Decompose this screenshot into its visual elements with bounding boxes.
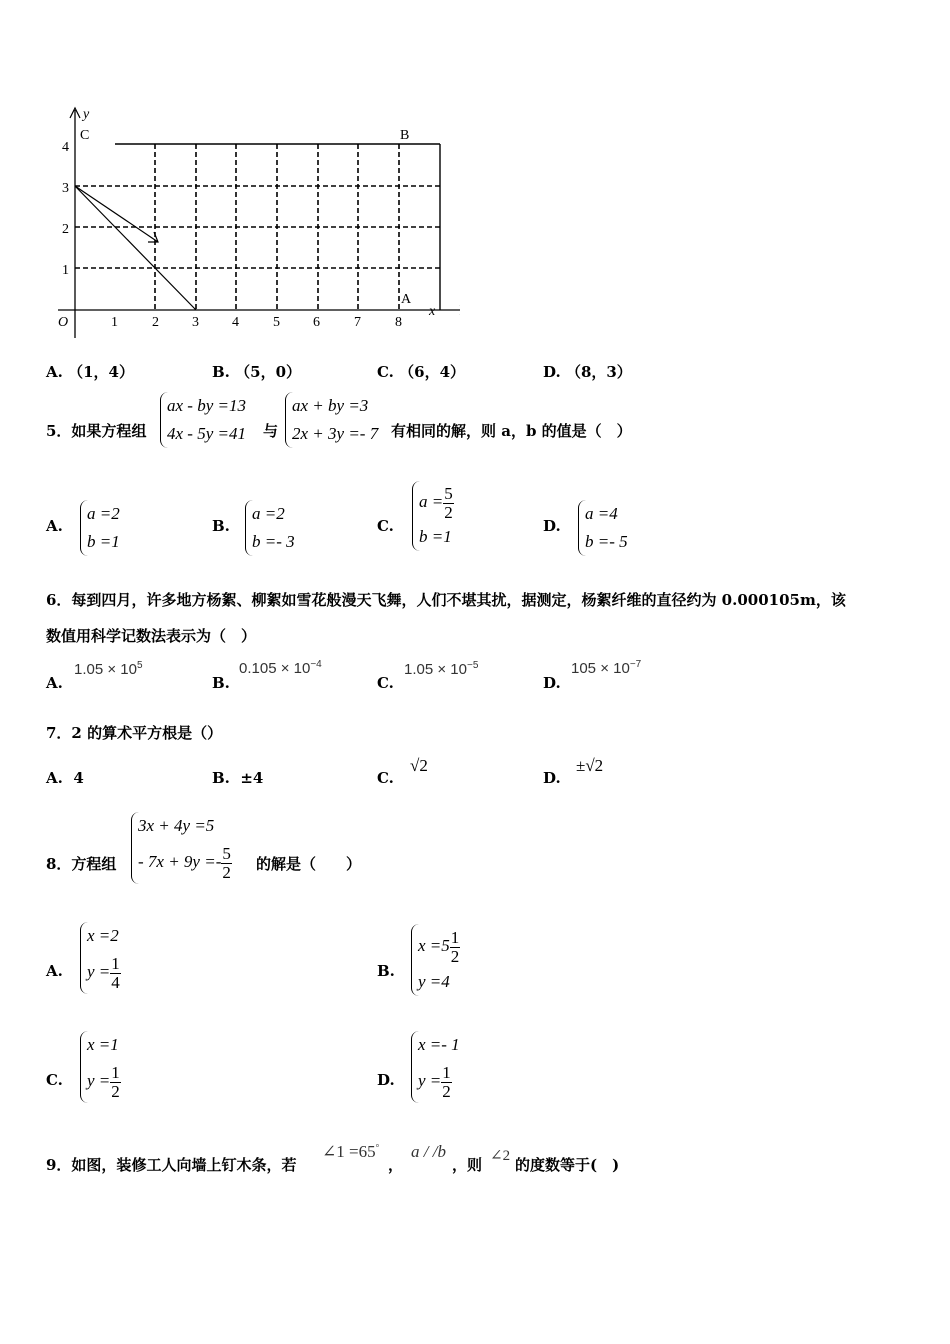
equation: b =1	[419, 527, 452, 546]
coordinate-figure	[40, 100, 460, 345]
q8-option-b-system	[411, 924, 460, 996]
q6-option-d-label[interactable]: D.	[543, 674, 561, 692]
option-text: （5，0）	[235, 363, 302, 381]
equation: b =- 3	[252, 532, 295, 551]
x-tick: 5	[273, 315, 280, 330]
option-label: C.	[377, 363, 394, 381]
fraction: $\frac{1}{4}$	[111, 953, 120, 992]
q8-system	[131, 812, 232, 884]
equation: x =5	[418, 936, 450, 955]
q7-stem: 7．2 的算术平方根是（）	[46, 724, 223, 742]
equation: b =- 5	[585, 532, 628, 551]
q9-comma-1: ，	[388, 1156, 404, 1174]
equation: y =	[87, 962, 111, 981]
q5-option-d-label[interactable]: D.	[543, 517, 561, 535]
q7-option-d-label[interactable]: D.	[543, 769, 561, 787]
q7-option-c-label[interactable]: C.	[377, 769, 394, 787]
q5-option-c-system	[412, 481, 454, 551]
y-tick: 1	[62, 263, 69, 278]
option-text: （1，4）	[68, 363, 134, 381]
q7-option-d-value: ±√2	[576, 756, 604, 775]
y-tick: 4	[62, 140, 69, 155]
q8-option-c-system	[80, 1031, 121, 1103]
q8-prefix: 8．方程组	[46, 855, 117, 873]
q9-angle-1: ∠1 =65°	[322, 1142, 380, 1161]
q5-prefix: 5．如果方程组	[46, 422, 147, 440]
q5-option-b-system	[245, 500, 295, 556]
q7-option-b[interactable]	[212, 769, 263, 787]
q9-suffix: 的度数等于( )	[515, 1156, 620, 1174]
q6-option-c-label[interactable]: C.	[377, 674, 394, 692]
equation: a =4	[585, 504, 618, 523]
option-text: （6，4）	[399, 363, 466, 381]
q4-option-d[interactable]	[543, 361, 632, 382]
equation: x =1	[87, 1035, 119, 1054]
y-tick: 2	[62, 222, 69, 237]
x-tick: 3	[192, 315, 199, 330]
q8-option-c-label[interactable]: C.	[46, 1071, 63, 1089]
corner-a-label: A	[401, 292, 412, 307]
q5-option-a-label[interactable]: A.	[46, 517, 63, 535]
y-axis-label: y	[83, 107, 90, 122]
q6-stem-line-1: 6．每到四月，许多地方杨絮、柳絮如雪花般漫天飞舞，人们不堪其扰，据测定，杨絮纤维的直径约为 0.000105m，该	[46, 591, 846, 609]
equation: ax - by =13	[167, 396, 246, 415]
option-label: B.	[212, 769, 230, 787]
x-tick: 7	[354, 315, 361, 330]
option-text: （8，3）	[565, 363, 632, 381]
q5-option-a-system	[80, 500, 120, 556]
q4-option-b[interactable]	[212, 361, 301, 382]
equation: 4x - 5y =41	[167, 424, 246, 443]
equation: 3x + 4y =5	[138, 816, 215, 835]
option-label: A.	[46, 363, 63, 381]
fraction: $\frac{1}{2}$	[450, 927, 460, 966]
option-label: B.	[212, 363, 230, 381]
q4-option-c[interactable]	[377, 361, 465, 382]
q8-option-a-system	[80, 922, 121, 994]
corner-c-label: C	[80, 128, 90, 143]
q7-option-c-value: √2	[410, 756, 428, 775]
equation: x =- 1	[418, 1035, 460, 1054]
option-label: A.	[46, 769, 63, 787]
q5-system-1	[160, 392, 246, 448]
option-text: ±4	[240, 769, 264, 787]
equation: b =1	[87, 532, 120, 551]
y-tick: 3	[62, 181, 69, 196]
origin-label: O	[58, 315, 69, 330]
x-tick: 1	[111, 315, 118, 330]
q9-prefix: 9．如图，装修工人向墙上钉木条，若	[46, 1156, 297, 1174]
option-text: 4	[73, 769, 84, 787]
equation: ax + by =3	[292, 396, 369, 415]
x-axis-label: x	[429, 304, 436, 319]
x-tick: 6	[313, 315, 320, 330]
q5-mid: 与	[263, 422, 279, 440]
q5-option-c-label[interactable]: C.	[377, 517, 394, 535]
equation: 2x + 3y =- 7	[292, 424, 379, 443]
q8-suffix: 的解是（ ）	[256, 855, 362, 873]
q8-option-a-label[interactable]: A.	[46, 962, 63, 980]
fraction: $\frac{5}{2}$	[444, 483, 453, 522]
x-tick: 4	[232, 315, 239, 330]
q6-option-a-label[interactable]: A.	[46, 674, 63, 692]
equation: y =	[418, 1071, 442, 1090]
equation: x =2	[87, 926, 119, 945]
q6-option-a-value: $1.05 \times 10^5$	[74, 660, 143, 678]
fraction: $\frac{1}{2}$	[442, 1062, 451, 1101]
q6-option-b-label[interactable]: B.	[212, 674, 230, 692]
q8-option-d-label[interactable]: D.	[377, 1071, 395, 1089]
q7-option-a[interactable]	[46, 769, 84, 787]
equation: a =2	[87, 504, 120, 523]
q6-option-d-value: $105 \times 10^{-7}$	[571, 659, 642, 677]
q9-angle-2: ∠2	[490, 1148, 511, 1164]
q4-option-a[interactable]	[46, 361, 134, 382]
equation: y =	[87, 1071, 111, 1090]
q8-option-d-system	[411, 1031, 460, 1103]
q9-comma-2: ，则	[452, 1156, 483, 1174]
x-tick: 8	[395, 315, 402, 330]
q9-parallel: a / /b	[411, 1142, 446, 1161]
equation: - 7x + 9y =-	[138, 852, 222, 871]
equation: a =	[419, 492, 444, 511]
q5-option-b-label[interactable]: B.	[212, 517, 230, 535]
fraction: $\frac{5}{2}$	[222, 843, 231, 882]
q6-option-b-value: $0.105 \times 10^{-4}$	[239, 659, 322, 677]
corner-b-label: B	[400, 128, 410, 143]
equation: a =2	[252, 504, 285, 523]
x-tick: 2	[152, 315, 159, 330]
q6-stem-line-2: 数值用科学记数法表示为（ ）	[46, 627, 257, 645]
q6-option-c-value: $1.05 \times 10^{-5}$	[404, 660, 479, 678]
q5-system-2	[285, 392, 378, 448]
fraction: $\frac{1}{2}$	[111, 1062, 120, 1101]
q5-suffix: 有相同的解，则 a，b 的值是（ ）	[391, 422, 632, 440]
q5-option-d-system	[578, 500, 628, 556]
equation: y =4	[418, 972, 450, 991]
q8-option-b-label[interactable]: B.	[377, 962, 395, 980]
option-label: D.	[543, 363, 561, 381]
